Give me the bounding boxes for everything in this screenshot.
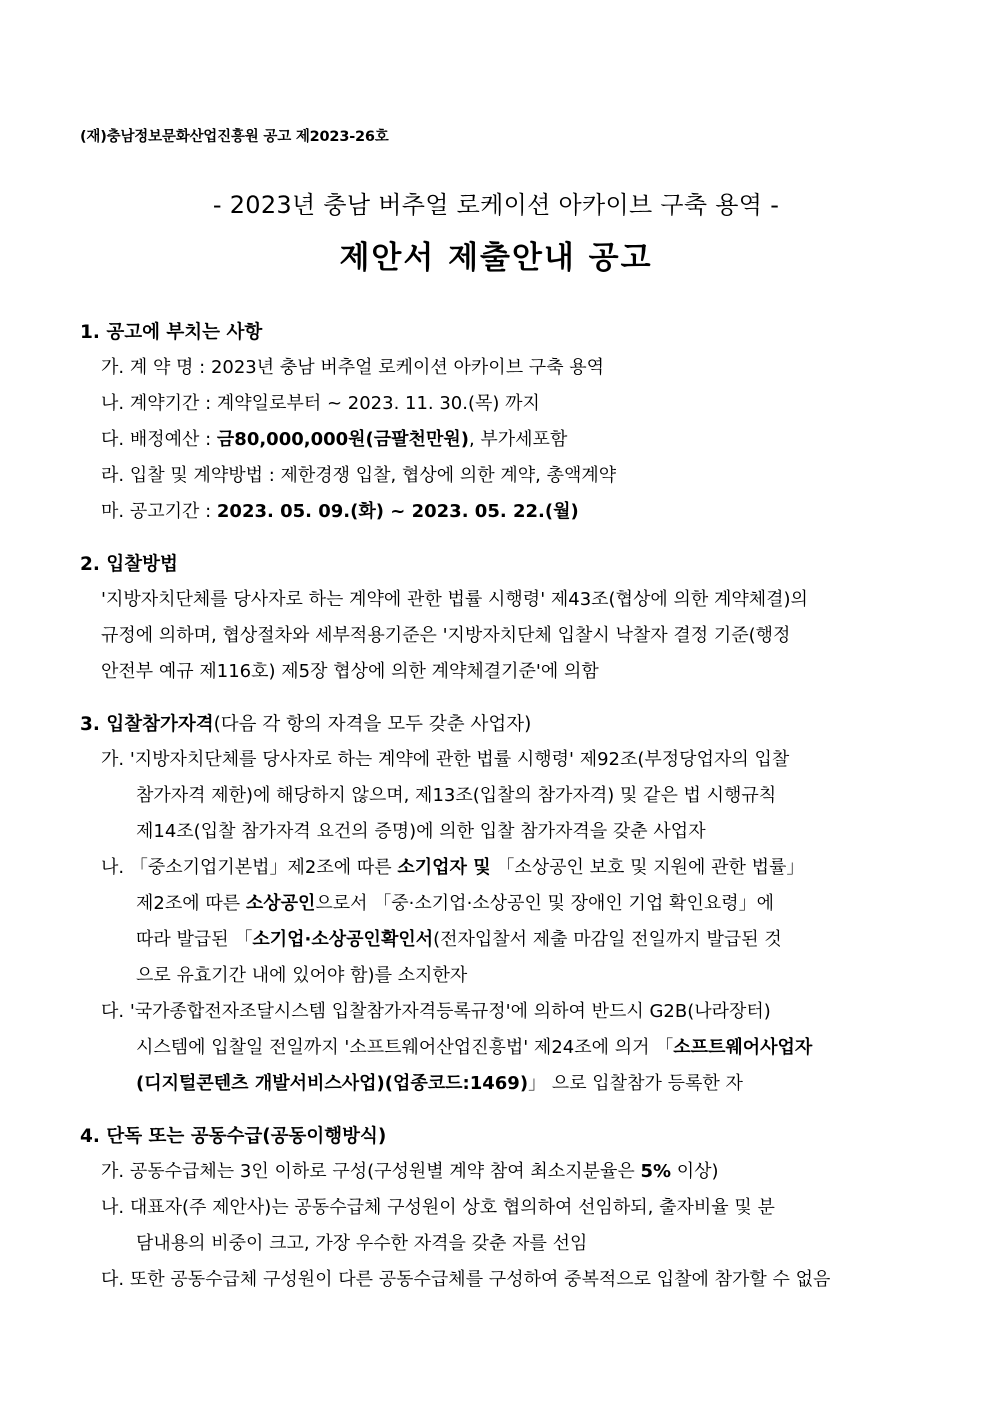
small-business-term: 소기업자 및 — [397, 857, 491, 878]
text-segment: 「소상공인 보호 및 지원에 관한 법률」 — [490, 857, 805, 878]
document-body — [80, 316, 912, 1298]
budget-note: , 부가세포함 — [468, 429, 568, 450]
section-3-item-a-line: 참가자격 제한)에 해당하지 않으며, 제13조(입찰의 참가자격) 및 같은 법 시행규칙 — [136, 785, 777, 806]
section-4-item-b-line: 담내용의 비중이 크고, 가장 우수한 자격을 갖춘 자를 선임 — [136, 1233, 588, 1254]
section-1-item-b — [80, 386, 912, 422]
section-1-item-e — [80, 494, 912, 530]
section-3-item-c-line: 다. '국가종합전자조달시스템 입찰참가자격등록규정'에 의하여 반드시 G2B(나라장터) — [101, 1001, 771, 1022]
section-2-line: 안전부 예규 제116호) 제5장 협상에 의한 계약체결기준'에 의함 — [101, 661, 599, 682]
section-2-line: 규정에 의하며, 협상절차와 세부적용기준은 '지방자치단체 입찰시 낙찰자 결정 기준(행정 — [101, 625, 791, 646]
section-4-item-b-line: 나. 대표자(주 제안사)는 공동수급체 구성원이 상호 협의하여 선임하되, 출자비율 및 분 — [101, 1197, 775, 1218]
budget-amount: 금80,000,000원(금팔천만원) — [216, 429, 469, 450]
section-1-heading: 1. 공고에 부치는 사항 — [80, 322, 263, 343]
section-3-heading — [80, 708, 912, 742]
section-3-item-c-line — [80, 1066, 912, 1102]
document-title: 제안서 제출안내 공고 — [339, 240, 653, 276]
contract-period: 계약일로부터 ~ 2023. 11. 30.(목) 까지 — [216, 393, 540, 414]
item-label: 라. 입찰 및 계약방법 : — [101, 465, 281, 486]
small-merchant-term: 소상공인 — [245, 893, 316, 914]
section-3-note: (다음 각 항의 자격을 모두 갖춘 사업자) — [213, 714, 532, 735]
item-label: 마. 공고기간 : — [101, 501, 217, 522]
item-label: 다. 배정예산 : — [101, 429, 217, 450]
section-4-heading: 4. 단독 또는 공동수급(공동이행방식) — [80, 1126, 387, 1147]
section-3-item-b-line — [80, 850, 912, 886]
notice-period: 2023. 05. 09.(화) ~ 2023. 05. 22.(월) — [216, 501, 579, 522]
text-segment: (전자입찰서 제출 마감일 전일까지 발급된 것 — [433, 929, 782, 950]
notice-number: (재)충남정보문화산업진흥원 공고 제2023-26호 — [80, 129, 389, 145]
section-3-title: 3. 입찰참가자격 — [80, 714, 214, 735]
item-label: 나. 계약기간 : — [101, 393, 217, 414]
section-3-item-a-line: 가. '지방자치단체를 당사자로 하는 계약에 관한 법률 시행령' 제92조(부정당업자의 입찰 — [101, 749, 790, 770]
text-segment: 」 으로 입찰참가 등록한 자 — [528, 1073, 743, 1094]
document-subtitle: - 2023년 충남 버추얼 로케이션 아카이브 구축 용역 - — [212, 191, 780, 219]
section-1-item-c — [80, 422, 912, 458]
industry-code-term: (디지털콘텐츠 개발서비스사업)(업종코드:1469) — [136, 1073, 529, 1094]
contract-name: 2023년 충남 버추얼 로케이션 아카이브 구축 용역 — [210, 357, 605, 378]
text-segment: 제2조에 따른 — [136, 893, 246, 914]
item-label: 가. 계 약 명 : — [101, 357, 211, 378]
section-3-item-b-line: 으로 유효기간 내에 있어야 함)를 소지한자 — [136, 965, 468, 986]
section-3-item-a-line: 제14조(입찰 참가자격 요건의 증명)에 의한 입찰 참가자격을 갖춘 사업자 — [136, 821, 706, 842]
certificate-term: 소기업·소상공인확인서 — [252, 929, 434, 950]
section-4-item-c: 다. 또한 공동수급체 구성원이 다른 공동수급체를 구성하여 중복적으로 입찰에 참가할 수 없음 — [101, 1269, 831, 1290]
section-3-item-c-line — [80, 1030, 912, 1066]
section-3-item-b-line — [80, 886, 912, 922]
section-1-item-d — [80, 458, 912, 494]
section-1-item-a — [80, 350, 912, 386]
text-segment: 따라 발급된 「 — [136, 929, 253, 950]
text-segment: 이상) — [671, 1161, 719, 1182]
section-2-heading: 2. 입찰방법 — [80, 554, 178, 575]
section-2-line: '지방자치단체를 당사자로 하는 계약에 관한 법률 시행령' 제43조(협상에 의한 계약체결)의 — [101, 589, 808, 610]
text-segment: 으로서 「중·소기업·소상공인 및 장애인 기업 확인요령」에 — [315, 893, 774, 914]
software-business-term: 소프트웨어사업자 — [673, 1037, 813, 1058]
section-3-item-b-line — [80, 922, 912, 958]
min-share-rate: 5% — [640, 1161, 672, 1182]
bidding-method: 제한경쟁 입찰, 협상에 의한 계약, 총액계약 — [280, 465, 617, 486]
section-4-item-a — [80, 1154, 912, 1190]
text-segment: 나. 「중소기업기본법」제2조에 따른 — [101, 857, 398, 878]
text-segment: 가. 공동수급체는 3인 이하로 구성(구성원별 계약 참여 최소지분율은 — [101, 1161, 641, 1182]
text-segment: 시스템에 입찰일 전일까지 '소프트웨어산업진흥법' 제24조에 의거 「 — [136, 1037, 674, 1058]
